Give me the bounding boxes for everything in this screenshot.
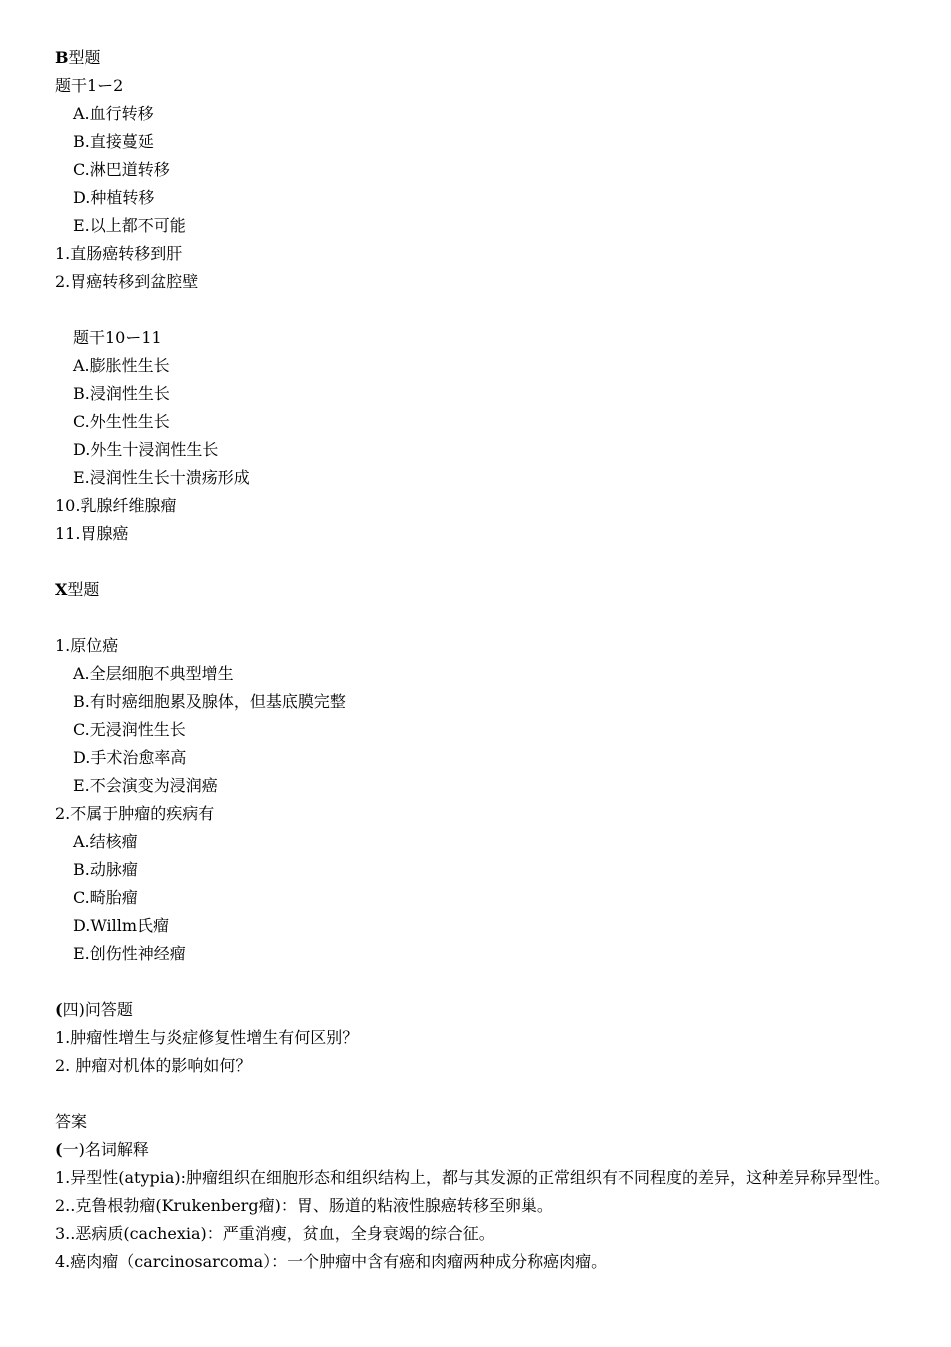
answers-subheading: [55, 1136, 895, 1164]
answer-item: 1.异型性(atypia):肿瘤组织在细胞形态和组织结构上，都与其发源的正常组织有不同程度的差异，这种差异称异型性。: [55, 1168, 891, 1187]
option-item: D.Willm氏瘤: [73, 916, 170, 935]
section-number: 一: [62, 1140, 79, 1159]
section-label: )名词解释: [78, 1140, 149, 1159]
spacer: [55, 604, 895, 632]
option-item: B.有时癌细胞累及腺体，但基底膜完整: [73, 692, 346, 711]
spacer: [55, 1080, 895, 1108]
option-item: B.浸润性生长: [73, 384, 170, 403]
paren-open: (: [55, 1000, 63, 1019]
section-heading-x: [55, 576, 895, 604]
paren-open: (: [55, 1140, 63, 1159]
section-letter: X: [55, 580, 68, 599]
spacer: [55, 968, 895, 996]
question-item: 2.不属于肿瘤的疾病有: [55, 804, 215, 823]
option-item: A.结核瘤: [73, 832, 138, 851]
option-item: E.浸润性生长十溃疡形成: [73, 468, 250, 487]
option-item: C.畸胎瘤: [73, 888, 138, 907]
question-item: 2. 肿瘤对机体的影响如何？: [55, 1056, 252, 1075]
spacer: [55, 548, 895, 576]
answer-item: 4.癌肉瘤（carcinosarcoma）：一个肿瘤中含有癌和肉瘤两种成分称癌肉瘤。: [55, 1252, 608, 1271]
answers-title: 答案: [55, 1112, 88, 1131]
question-stem: 题干1ー2: [55, 76, 124, 95]
section-heading-b: [55, 44, 895, 72]
option-item: C.外生性生长: [73, 412, 170, 431]
question-item: 1.肿瘤性增生与炎症修复性增生有何区别？: [55, 1028, 359, 1047]
section-letter: B: [55, 48, 69, 67]
option-item: B.动脉瘤: [73, 860, 138, 879]
answer-item: 2..克鲁根勃瘤(Krukenberg瘤)：胃、肠道的粘液性腺癌转移至卵巢。: [55, 1196, 553, 1215]
option-item: E.不会演变为浸润癌: [73, 776, 218, 795]
question-item: 11.胃腺癌: [55, 524, 129, 543]
section-label: 型题: [68, 48, 101, 67]
option-item: E.以上都不可能: [73, 216, 186, 235]
document-body: [55, 44, 895, 1276]
question-item: 1.直肠癌转移到肝: [55, 244, 183, 263]
question-item: 10.乳腺纤维腺瘤: [55, 496, 177, 515]
section-label: )问答题: [78, 1000, 133, 1019]
option-item: A.血行转移: [73, 104, 154, 123]
option-item: E.创伤性神经瘤: [73, 944, 186, 963]
option-item: D.种植转移: [73, 188, 155, 207]
spacer: [55, 296, 895, 324]
section-label: 型题: [67, 580, 100, 599]
option-item: A.膨胀性生长: [73, 356, 170, 375]
option-item: D.外生十浸润性生长: [73, 440, 219, 459]
question-stem: 题干10ー11: [73, 328, 162, 347]
option-item: C.无浸润性生长: [73, 720, 186, 739]
section-number: 四: [62, 1000, 79, 1019]
option-item: B.直接蔓延: [73, 132, 154, 151]
option-item: D.手术治愈率高: [73, 748, 187, 767]
option-item: C.淋巴道转移: [73, 160, 170, 179]
answer-item: 3..恶病质(cachexia)：严重消瘦，贫血，全身衰竭的综合征。: [55, 1224, 495, 1243]
option-item: A.全层细胞不典型增生: [73, 664, 234, 683]
section-heading-4: [55, 996, 895, 1024]
question-item: 2.胃癌转移到盆腔壁: [55, 272, 199, 291]
question-item: 1.原位癌: [55, 636, 119, 655]
